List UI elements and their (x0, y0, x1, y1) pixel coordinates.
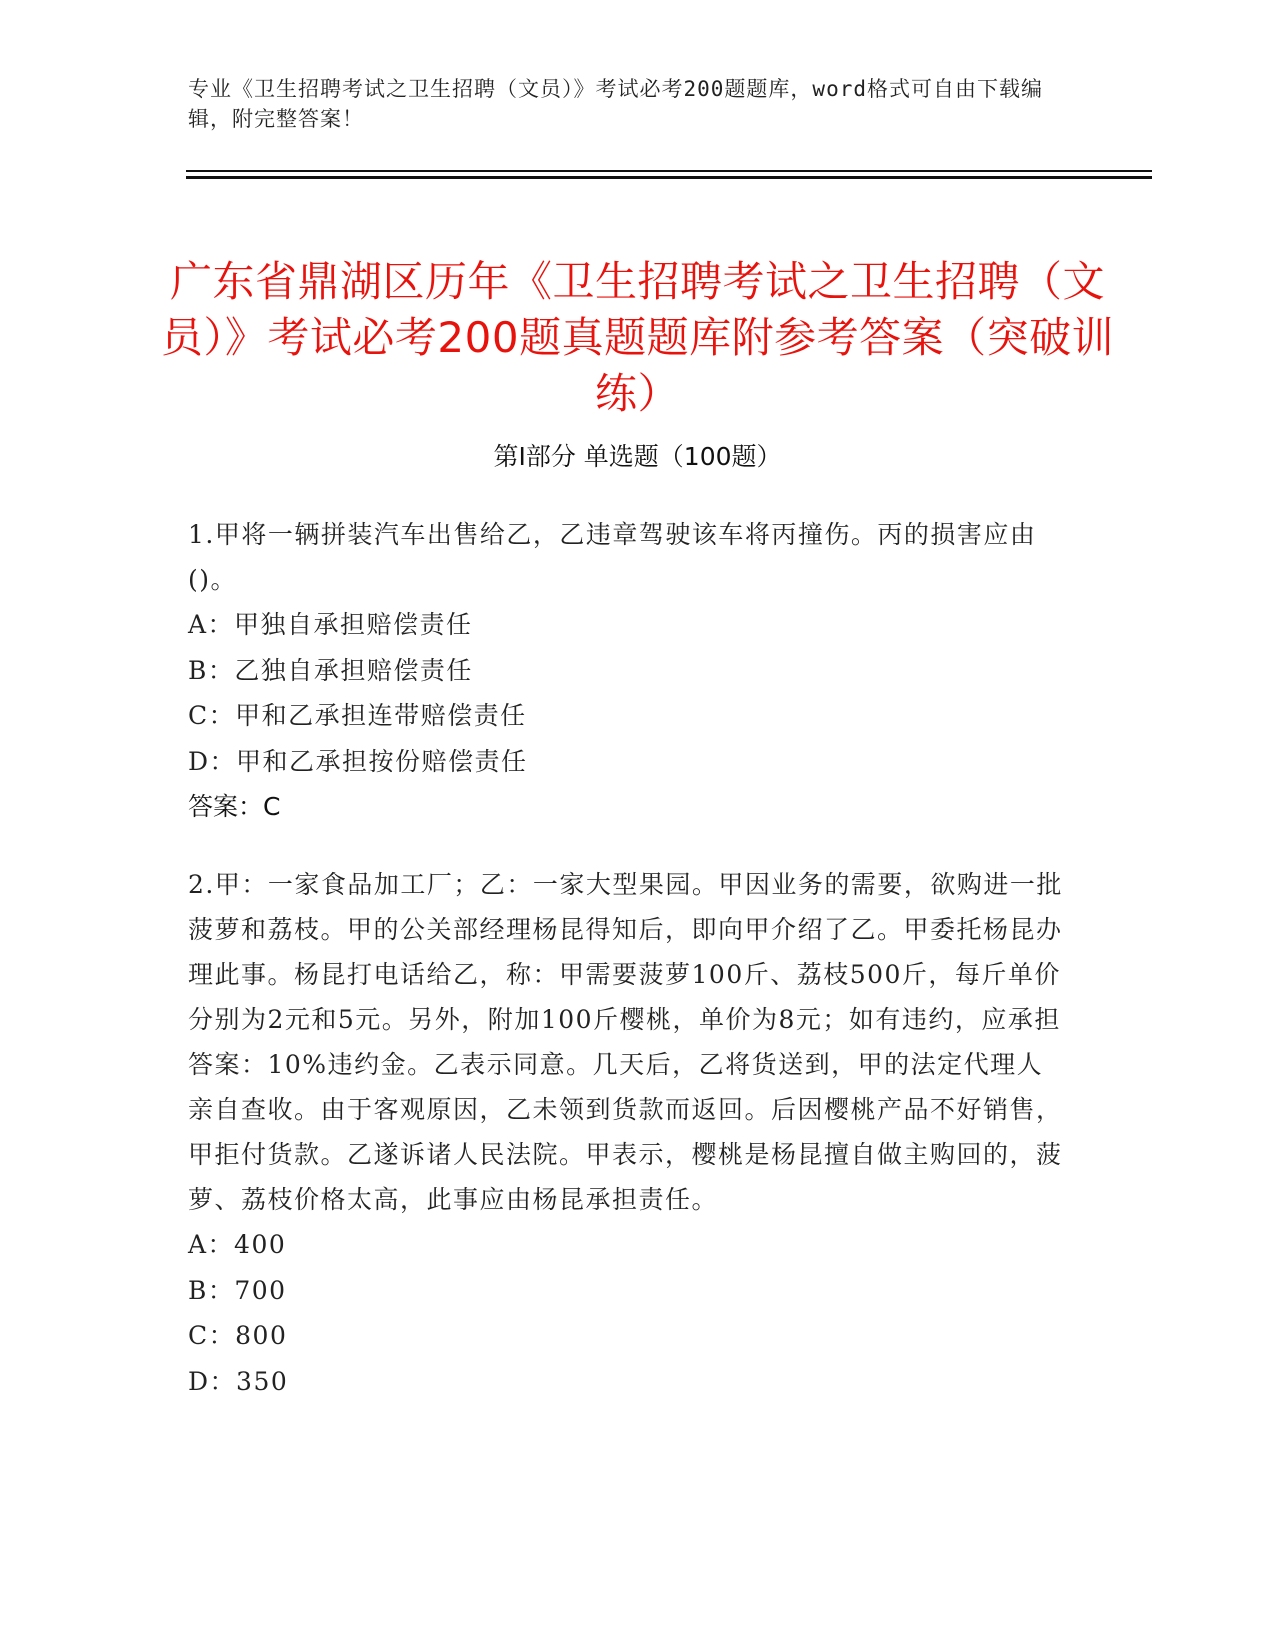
option-a: A：甲独自承担赔偿责任 (188, 610, 473, 639)
option-d: D：350 (188, 1366, 289, 1396)
header-note: 专业《卫生招聘考试之卫生招聘（文员）》考试必考200题题库，word格式可自由下载编辑，附完整答案！ (188, 77, 1043, 131)
section-title: 第Ⅰ部分 单选题（100题） (493, 442, 782, 471)
option-c: C：甲和乙承担连带赔偿责任 (188, 701, 527, 730)
question-stem: 2.甲：一家食品加工厂；乙：一家大型果园。甲因业务的需要，欲购进一批菠萝和荔枝。甲的公关部经理杨昆得知后，即向甲介绍了乙。甲委托杨昆办理此事。杨昆打电话给乙，称：甲需要菠萝100斤、荔枝500斤，每斤单价分别为2元和5元。另外，附加100斤樱桃，单价为8元；如有违约，应承担答案：10%违约金。乙表示同意。几天后，乙将货送到，甲的法定代理人亲自查收。由于客观原因，乙未领到货款而返回。后因樱桃产品不好销售，甲拒付货款。乙遂诉诸人民法院。甲表示，樱桃是杨昆擅自做主购回的，菠萝、荔枝价格太高，此事应由杨昆承担责任。 (188, 870, 1063, 1214)
question-2 (188, 862, 1068, 1404)
question-1 (188, 512, 1068, 829)
header-divider-thick (186, 176, 1152, 179)
answer: 答案：C (188, 792, 281, 821)
option-d: D：甲和乙承担按份赔偿责任 (188, 746, 528, 776)
document-title: 广东省鼎湖区历年《卫生招聘考试之卫生招聘（文员）》考试必考200题真题题库附参考答案（突破训练） (160, 257, 1115, 419)
option-b: B：乙独自承担赔偿责任 (188, 655, 473, 685)
option-a: A：400 (188, 1230, 287, 1259)
question-stem: 1.甲将一辆拼装汽车出售给乙，乙违章驾驶该车将丙撞伤。丙的损害应由()。 (188, 520, 1037, 594)
option-b: B：700 (188, 1275, 287, 1305)
option-c: C：800 (188, 1321, 288, 1350)
header-divider-thin (186, 170, 1152, 172)
